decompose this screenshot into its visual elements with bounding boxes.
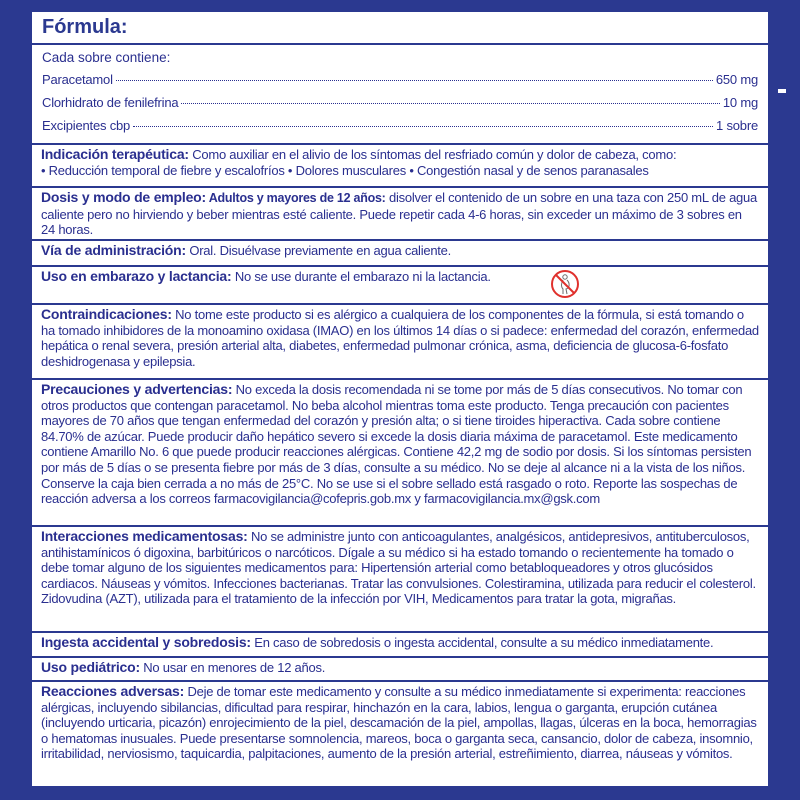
section-text: En caso de sobredosis o ingesta accidental, consulte a su médico inmediatamente. [250, 635, 714, 650]
formula-intro: Cada sobre contiene: [42, 50, 171, 65]
section-embarazo [32, 265, 768, 303]
section-heading: Indicación terapéutica: [41, 146, 189, 162]
formula-row [42, 118, 758, 133]
section-text: disolver el contenido de un sobre en una taza con 250 mL de agua caliente pero no hirviendo y beber mientras esté caliente. Puede repetir cada 4-6 horas, sin exceder un máximo de 3 sobres en 24 horas. [41, 190, 757, 238]
dot-leader [133, 126, 713, 127]
formula-row [42, 95, 758, 110]
dot-leader [116, 80, 713, 81]
section-indicacion [32, 143, 768, 186]
label-panel [32, 12, 768, 786]
section-contraindicaciones [32, 303, 768, 378]
section-heading: Interacciones medicamentosas: [41, 528, 248, 544]
section-reacciones [32, 680, 768, 786]
section-heading: Uso pediátrico: [41, 659, 140, 675]
divider [32, 43, 768, 45]
section-heading: Vía de administración: [41, 242, 186, 258]
section-text: No se use durante el embarazo ni la lactancia. [231, 269, 491, 284]
section-interacciones [32, 525, 768, 631]
section-text: Oral. Disuélvase previamente en agua caliente. [185, 243, 451, 258]
formula-row [42, 72, 758, 87]
section-heading: Precauciones y advertencias: [41, 381, 233, 397]
section-heading: Dosis y modo de empleo: [41, 189, 206, 205]
section-text: Como auxiliar en el alivio de los síntomas del resfriado común y dolor de cabeza, como: [188, 147, 677, 162]
section-text: Deje de tomar este medicamento y consulte a su médico inmediatamente si experimenta: reacciones alérgicas, incluyendo sibilancias, dificultad para respirar, hinchazón en la cara, labios, lengua o garganta, erupción cutánea (incluyendo urticaria, picazón) enrojecimiento de la piel, descamación de la piel, ampollas, llagas, úlceras en la boca, hemorragias o hematomas inusuales. Puede presentarse somnolencia, mareos, boca o garganta seca, cansancio, dolor de cabeza, insomnio, irritabilidad, nerviosismo, taquicardia, palpitaciones, aumento de la presión arterial, estreñimiento, diarrea, náuseas y vómitos. [41, 684, 757, 762]
section-heading: Contraindicaciones: [41, 306, 172, 322]
section-ingesta [32, 631, 768, 656]
ingredient-name: Paracetamol [42, 72, 113, 87]
section-heading: Reacciones adversas: [41, 683, 185, 699]
ingredient-name: Clorhidrato de fenilefrina [42, 95, 179, 110]
section-text: No exceda la dosis recomendada ni se tome por más de 5 días consecutivos. No tomar con otros productos que contengan paracetamol. No beba alcohol mientras toma este producto. Tenga precaución con pacientes mayores de 70 años que tengan enfermedad del corazón y presión alta; o si tiene tiroides hiperactiva. Cada sobre contiene 84.70% de azúcar. Puede producir daño hepático severo si excede la dosis diaria máxima de paracetamol. Este medicamento contiene Amarillo No. 6 que puede producir reacciones alérgicas. Contiene 42,2 mg de sodio por dosis. Si los síntomas persisten por más de 5 días o se presenta fiebre por más de 3 días, consulte a su médico. No se deje al alcance ni a la vista de los niños. Conserve la caja bien cerrada a no más de 25°C. No se use si el sobre sellado está rasgado o roto. Reporte las sospechas de reacción adversa a los correos farmacovigilancia@cofepris.gob.mx y farmacovigilancia.mx@gsk.com [41, 382, 752, 507]
section-heading: Uso en embarazo y lactancia: [41, 268, 232, 284]
section-dosis [32, 186, 768, 239]
ingredient-amount: 1 sobre [716, 118, 758, 133]
ingredient-amount: 650 mg [715, 72, 758, 87]
dot-leader [181, 103, 719, 104]
ingredient-amount: 10 mg [722, 95, 758, 110]
ingredient-name: Excipientes cbp [42, 118, 131, 133]
section-pediatrico [32, 656, 768, 680]
section-heading: Ingesta accidental y sobredosis: [41, 634, 251, 650]
section-text: No se administre junto con anticoagulantes, analgésicos, antidepresivos, antituberculosos, antihistamínicos ó digoxina, barbitúricos o narcóticos. Dígale a su médico si ha estado tomando o recientemente ha tomado o debe tomar alguno de los siguientes medicamentos para: Hipertensión arterial como betabloqueadores y otros glucósidos cardiacos. Náuseas y vómitos. Infecciones bacterianas. Tratar las convulsiones. Colestiramina, utilizada para reducir el colesterol. Zidovudina (AZT), utilizada para el tratamiento de la infección por VIH, Medicamentos para tratar la gota, migrañas. [41, 529, 756, 607]
no-pregnancy-icon [550, 269, 580, 299]
section-subheading: Adultos y mayores de 12 años: [206, 191, 386, 205]
section-text: No usar en menores de 12 años. [139, 660, 326, 675]
section-text: No tome este producto si es alérgico a cualquiera de los componentes de la fórmula, si está tomando o ha tomado inhibidores de la monoamino oxidasa (IMAO) en los últimos 14 días o si padece: enfermedad del corazón, enfermedad hepática o renal severa, presión arterial alta, diabetes, enfermedad pulmonar crónica, asma, deficiencia de glucosa-6-fosfato deshidrogenasa y epilepsia. [41, 307, 759, 369]
section-precauciones [32, 378, 768, 525]
section-bullets: • Reducción temporal de fiebre y escalofríos • Dolores musculares • Congestión nasal y de senos paranasales [41, 162, 649, 178]
section-via [32, 239, 768, 265]
formula-title: Fórmula: [42, 16, 128, 38]
edge-mark [778, 89, 786, 93]
